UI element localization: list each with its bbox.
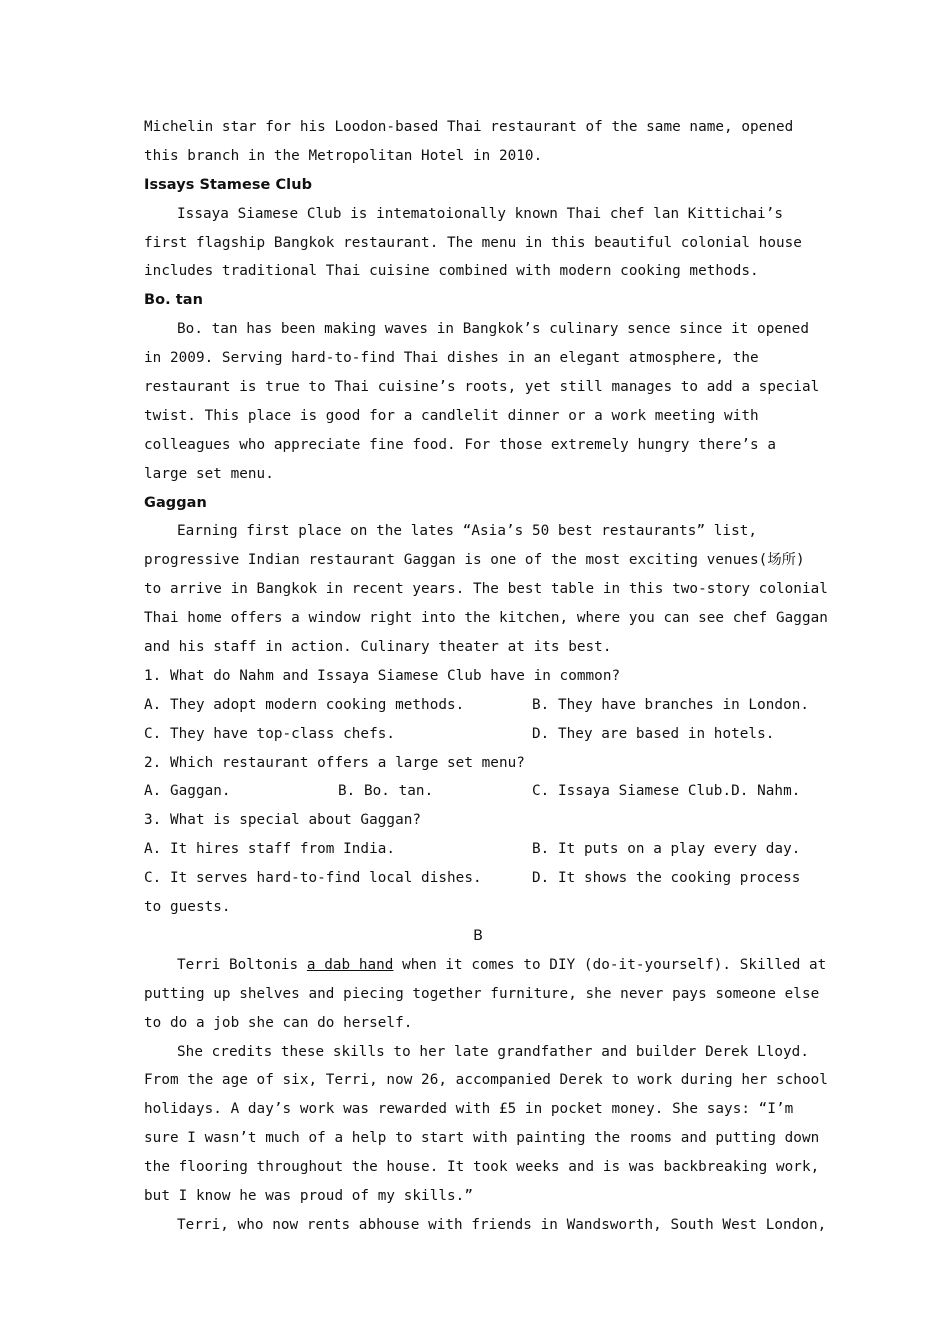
option-d: D. They are based in hotels. [532,725,775,742]
option-c: C. Issaya Siamese Club. [532,783,732,800]
text-line: Issaya Siamese Club is intematoionally known Thai chef lan Kittichai’s [177,205,784,222]
text-line: She credits these skills to her late grandfather and builder Derek Lloyd. [177,1043,809,1060]
text-line: progressive Indian restaurant Gaggan is one of the most exciting venues(场所) [144,552,805,569]
text-line: to do a job she can do herself. [144,1014,413,1031]
text-line: and his staff in action. Culinary theater at its best. [144,639,612,656]
text-line: Thai home offers a window right into the kitchen, where you can see chef Gaggan [144,610,828,627]
section-heading: Issays Stamese Club [144,176,313,193]
text-line: restaurant is true to Thai cuisine’s roots, yet still manages to add a special [144,379,820,396]
option-row [144,691,812,720]
option-a: A. Gaggan. [144,783,231,800]
text-line: putting up shelves and piecing together furniture, she never pays someone else [144,985,820,1002]
underlined-phrase: a dab hand [306,956,394,973]
option-a: A. They adopt modern cooking methods. [144,696,465,713]
text-line: includes traditional Thai cuisine combined with modern cooking methods. [144,263,759,280]
text-line: sure I wasn’t much of a help to start with painting the rooms and putting down [144,1130,820,1147]
option-row [144,835,812,864]
text-line [144,951,827,980]
option-b: B. It puts on a play every day. [532,841,801,858]
text-line: holidays. A day’s work was rewarded with £5 in pocket money. She says: “I’m [144,1101,794,1118]
text-span: Terri Boltonis [177,956,307,973]
option-c: C. They have top-class chefs. [144,725,396,742]
text-line: large set menu. [144,465,274,482]
option-row [144,864,812,893]
option-d: D. Nahm. [731,783,801,800]
option-row [144,720,812,749]
text-line: Earning first place on the lates “Asia’s 50 best restaurants” list, [177,523,758,540]
text-span: when it comes to DIY (do-it-yourself). Skilled at [393,956,827,973]
question-stem: 3. What is special about Gaggan? [144,812,422,829]
text-line: in 2009. Serving hard-to-find Thai dishes in an elegant atmosphere, the [144,350,759,367]
option-b: B. They have branches in London. [532,696,810,713]
part-label: B [473,927,483,944]
option-b: B. Bo. tan. [338,783,434,800]
option-row [144,777,812,806]
text-line: From the age of six, Terri, now 26, accompanied Derek to work during her school [144,1072,828,1089]
text-line: the flooring throughout the house. It took weeks and is was backbreaking work, [144,1159,820,1176]
document-page [144,113,828,1240]
text-line: but I know he was proud of my skills.” [144,1187,473,1204]
text-line: to arrive in Bangkok in recent years. The best table in this two-story colonial [144,581,828,598]
text-line: twist. This place is good for a candlelit dinner or a work meeting with [144,407,759,424]
question-stem: 2. Which restaurant offers a large set menu? [144,754,525,771]
text-line: first flagship Bangkok restaurant. The menu in this beautiful colonial house [144,234,802,251]
text-line: Michelin star for his Loodon-based Thai restaurant of the same name, opened [144,119,794,135]
option-continuation: to guests. [144,899,231,916]
option-c: C. It serves hard-to-find local dishes. [144,870,482,887]
question-stem: 1. What do Nahm and Issaya Siamese Club have in common? [144,667,621,684]
option-a: A. It hires staff from India. [144,841,396,858]
text-line: Terri, who now rents abhouse with friends in Wandsworth, South West London, [177,1216,827,1233]
section-heading: Bo. tan [144,292,203,309]
text-line: this branch in the Metropolitan Hotel in 2010. [144,147,543,164]
section-heading: Gaggan [144,494,207,511]
option-d: D. It shows the cooking process [532,870,801,887]
text-line: colleagues who appreciate fine food. For those extremely hungry there’s a [144,436,776,453]
text-line: Bo. tan has been making waves in Bangkok’s culinary sence since it opened [177,321,809,338]
